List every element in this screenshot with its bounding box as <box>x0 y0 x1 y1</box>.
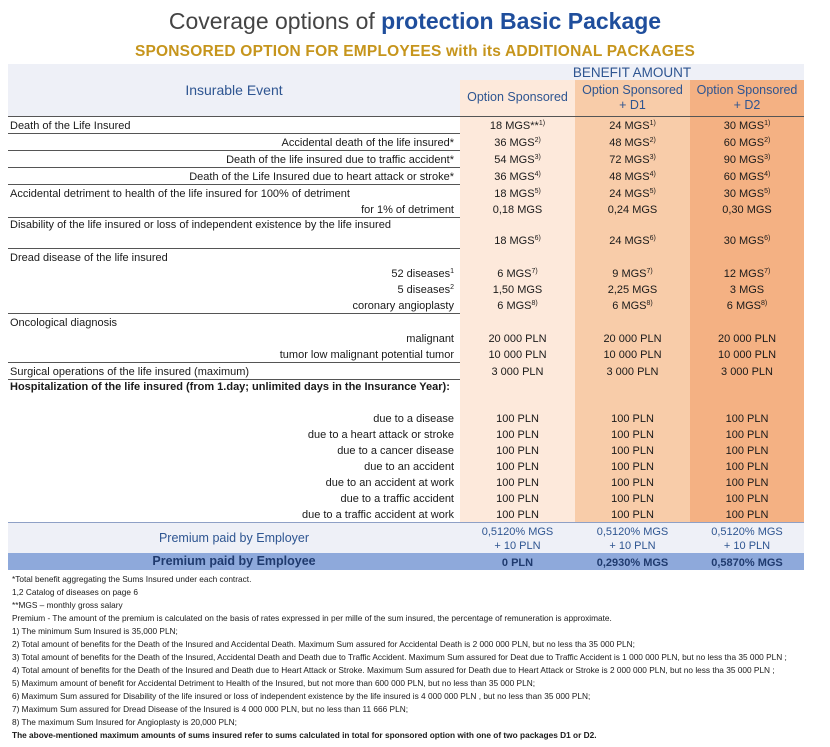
table-row <box>8 201 804 218</box>
table-row <box>8 490 804 506</box>
cell-value: 100 PLN <box>575 442 690 458</box>
row-label: Disability of the life insured or loss of independent existence by the life insured <box>8 217 460 248</box>
row-label: Hospitalization of the life insured (from 1.day; unlimited days in the Insurance Year): <box>8 379 460 410</box>
cell-value: 0 PLN <box>460 553 575 570</box>
table-row <box>8 442 804 458</box>
cell-value: 100 PLN <box>575 474 690 490</box>
table-row <box>8 379 804 410</box>
row-label: 5 diseases$^2$ <box>397 283 454 296</box>
cell-value: 100 PLN <box>690 426 804 442</box>
table-row <box>8 474 804 490</box>
page-subtitle: SPONSORED OPTION FOR EMPLOYEES with its ADDITIONAL PACKAGES <box>134 43 696 60</box>
cell-value: 100 PLN <box>690 474 804 490</box>
cell-value: 3 MGS <box>690 281 804 297</box>
footnotes <box>12 573 822 742</box>
premium-employer-row <box>8 522 804 553</box>
row-label: due to an accident at work <box>325 476 454 489</box>
cell-value: 100 PLN <box>575 426 690 442</box>
table-row <box>8 265 804 281</box>
table-row <box>8 313 804 330</box>
cell-value: 60 MGS$^{4)}$ <box>690 167 804 184</box>
cell-value: 6 MGS$^{8)}$ <box>575 297 690 314</box>
option-sponsored-header: Option Sponsored <box>460 80 575 116</box>
cell-value: 9 MGS$^{7)}$ <box>575 265 690 281</box>
cell-value: 100 PLN <box>460 458 575 474</box>
row-label: 52 diseases$^1$ <box>391 267 454 280</box>
cell-value: 0,2930% MGS <box>575 553 690 570</box>
option-d1-header: Option Sponsored + D1 <box>575 80 690 116</box>
cell-value: 36 MGS$^{2)}$ <box>460 133 575 150</box>
table-row <box>8 217 804 248</box>
cell-value: 90 MGS$^{3)}$ <box>690 150 804 167</box>
cell-value: 6 MGS$^{8)}$ <box>460 297 575 314</box>
cell-value: 72 MGS$^{3)}$ <box>575 150 690 167</box>
benefit-amount-header: BENEFIT AMOUNT <box>460 64 804 80</box>
table-row <box>8 426 804 442</box>
insurable-event-header: Insurable Event <box>8 64 460 116</box>
row-label: Oncological diagnosis <box>8 313 460 330</box>
row-label: due to a disease <box>373 412 454 425</box>
footnote: 8) The maximum Sum Insured for Angioplasty is 20,000 PLN; <box>12 717 237 727</box>
table-row <box>8 346 804 363</box>
table-row <box>8 248 804 265</box>
row-label: Dread disease of the life insured <box>8 248 460 265</box>
footnote: 3) Total amount of benefits for the Death of the Insured, Accidental Death and Death due to Traffic Accident. Maximum Sum assured for Deat due to Traffic Accident is 1 000 000 PLN, but no less tha 35 000 PLN ; <box>12 652 787 662</box>
cell-value: 6 MGS$^{8)}$ <box>690 297 804 314</box>
cell-value: 3 000 PLN <box>460 362 575 379</box>
cell-value: 1,50 MGS <box>460 281 575 297</box>
cell-value: 18 MGS$^{5)}$ <box>460 184 575 201</box>
cell-value: 0,18 MGS <box>460 201 575 218</box>
cell-value: 48 MGS$^{2)}$ <box>575 133 690 150</box>
table-row <box>8 458 804 474</box>
cell-value: 10 000 PLN <box>690 346 804 363</box>
footnote: 5) Maximum amount of benefit for Accidental Detriment to Health of the Insured, but not more than 600 000 PLN, but no less than 35 000 PLN; <box>12 678 536 688</box>
cell-value: 3 000 PLN <box>575 362 690 379</box>
table-row <box>8 150 804 167</box>
cell-value: 48 MGS$^{4)}$ <box>575 167 690 184</box>
row-label: due to a traffic accident at work <box>301 508 454 521</box>
table-row <box>8 362 804 379</box>
footnote-final: The above-mentioned maximum amounts of sums insured refer to sums calculated in total for sponsored option with one of two packages D1 or D2. <box>12 730 597 740</box>
cell-value: 6 MGS$^{7)}$ <box>460 265 575 281</box>
footnote: 6) Maximum Sum assured for Disability of the life insured or loss of independent existence by the life insured is 4 000 000 PLN , but no less than 35 000 PLN; <box>12 691 591 701</box>
cell-value: 100 PLN <box>460 410 575 426</box>
premium-employee-label: Premium paid by Employee <box>8 553 460 570</box>
cell-value: 100 PLN <box>575 506 690 523</box>
cell-value: 12 MGS$^{7)}$ <box>690 265 804 281</box>
table-row <box>8 184 804 201</box>
row-label: due to a heart attack or stroke <box>307 428 454 441</box>
cell-value: 0,30 MGS <box>690 201 804 218</box>
cell-value: 10 000 PLN <box>575 346 690 363</box>
title-package-name: protection Basic Package <box>381 8 662 34</box>
option-d2-header: Option Sponsored + D2 <box>690 80 804 116</box>
cell-value: 10 000 PLN <box>460 346 575 363</box>
footnote: 7) Maximum Sum assured for Dread Disease of the Insured is 4 000 000 PLN, but no less than 11 666 PLN; <box>12 704 409 714</box>
footnote: 4) Total amount of benefits for the Death of the Insured and Death due to Heart Attack or Stroke. Maximum Sum assured for Death due to Heart Attack or Stroke is 2 000 000 PLN, but no less tha 35 000 PLN ; <box>12 665 775 675</box>
cell-value: 30 MGS$^{5)}$ <box>690 184 804 201</box>
premium-employee-row <box>8 553 804 570</box>
cell-value: 0,24 MGS <box>575 201 690 218</box>
cell-value: 100 PLN <box>575 490 690 506</box>
footnote: Premium - The amount of the premium is calculated on the basis of rates expressed in per mille of the sum insured, the percentage of remuneration is approximate. <box>12 613 612 623</box>
cell-value: 0,5120% MGS + 10 PLN <box>575 522 690 553</box>
row-label: tumor low malignant potential tumor <box>279 348 454 361</box>
table-row <box>8 116 804 133</box>
row-label: Accidental detriment to health of the life insured for 100% of detriment <box>8 184 460 201</box>
coverage-table <box>8 64 804 570</box>
cell-value: 60 MGS$^{2)}$ <box>690 133 804 150</box>
cell-value: 3 000 PLN <box>690 362 804 379</box>
title-prefix: Coverage options of <box>168 8 382 34</box>
cell-value: 100 PLN <box>575 458 690 474</box>
cell-value: 100 PLN <box>460 506 575 523</box>
row-label: Death of the Life Insured <box>8 116 460 133</box>
row-label: due to a traffic accident <box>340 492 454 505</box>
row-label: due to an accident <box>364 460 454 473</box>
cell-value: 100 PLN <box>690 410 804 426</box>
table-row <box>8 506 804 523</box>
table-row <box>8 410 804 426</box>
cell-value: 24 MGS$^{1)}$ <box>575 116 690 133</box>
row-label: Death of the life insured due to traffic accident* <box>8 150 460 167</box>
cell-value: 20 000 PLN <box>690 330 804 346</box>
cell-value: 100 PLN <box>690 442 804 458</box>
table-row <box>8 133 804 150</box>
row-label: Death of the Life Insured due to heart attack or stroke* <box>8 167 460 184</box>
cell-value: 100 PLN <box>460 426 575 442</box>
cell-value: 30 MGS$^{6)}$ <box>690 217 804 248</box>
benefit-header-row <box>8 64 804 80</box>
footnote: **MGS – monthly gross salary <box>12 600 123 610</box>
row-label: due to a cancer disease <box>337 444 454 457</box>
table-row <box>8 330 804 346</box>
row-label: coronary angioplasty <box>352 299 454 312</box>
row-label: Accidental death of the life insured* <box>8 133 460 150</box>
cell-value: 30 MGS$^{1)}$ <box>690 116 804 133</box>
footnote: 1) The minimum Sum Insured is 35,000 PLN; <box>12 626 178 636</box>
row-label: Surgical operations of the life insured (maximum) <box>8 362 460 379</box>
cell-value: 100 PLN <box>690 490 804 506</box>
cell-value: 36 MGS$^{4)}$ <box>460 167 575 184</box>
cell-value: 100 PLN <box>690 458 804 474</box>
footnote: 1,2 Catalog of diseases on page 6 <box>12 587 138 597</box>
footnote: 2) Total amount of benefits for the Death of the Insured and Accidental Death. Maximum Sum assured for Accidental Death is 2 000 000 PLN, but no less tha 35 000 PLN; <box>12 639 635 649</box>
cell-value: 100 PLN <box>575 410 690 426</box>
cell-value: 0,5120% MGS + 10 PLN <box>460 522 575 553</box>
row-label: for 1% of detriment <box>361 203 454 216</box>
cell-value: 100 PLN <box>460 442 575 458</box>
cell-value: 20 000 PLN <box>575 330 690 346</box>
table-row <box>8 167 804 184</box>
cell-value: 24 MGS$^{6)}$ <box>575 217 690 248</box>
row-label: malignant <box>406 332 454 345</box>
premium-employer-label: Premium paid by Employer <box>8 522 460 553</box>
cell-value: 0,5120% MGS + 10 PLN <box>690 522 804 553</box>
cell-value: 20 000 PLN <box>460 330 575 346</box>
page-title <box>0 8 830 35</box>
cell-value: 18 MGS$^{6)}$ <box>460 217 575 248</box>
cell-value: 54 MGS$^{3)}$ <box>460 150 575 167</box>
cell-value: 24 MGS$^{5)}$ <box>575 184 690 201</box>
cell-value: 18 MGS**$^{1)}$ <box>460 116 575 133</box>
table-row <box>8 281 804 297</box>
cell-value: 100 PLN <box>460 474 575 490</box>
cell-value: 100 PLN <box>690 506 804 523</box>
cell-value: 100 PLN <box>460 490 575 506</box>
table-row <box>8 297 804 314</box>
cell-value: 2,25 MGS <box>575 281 690 297</box>
footnote: *Total benefit aggregating the Sums Insured under each contract. <box>12 574 252 584</box>
cell-value: 0,5870% MGS <box>690 553 804 570</box>
